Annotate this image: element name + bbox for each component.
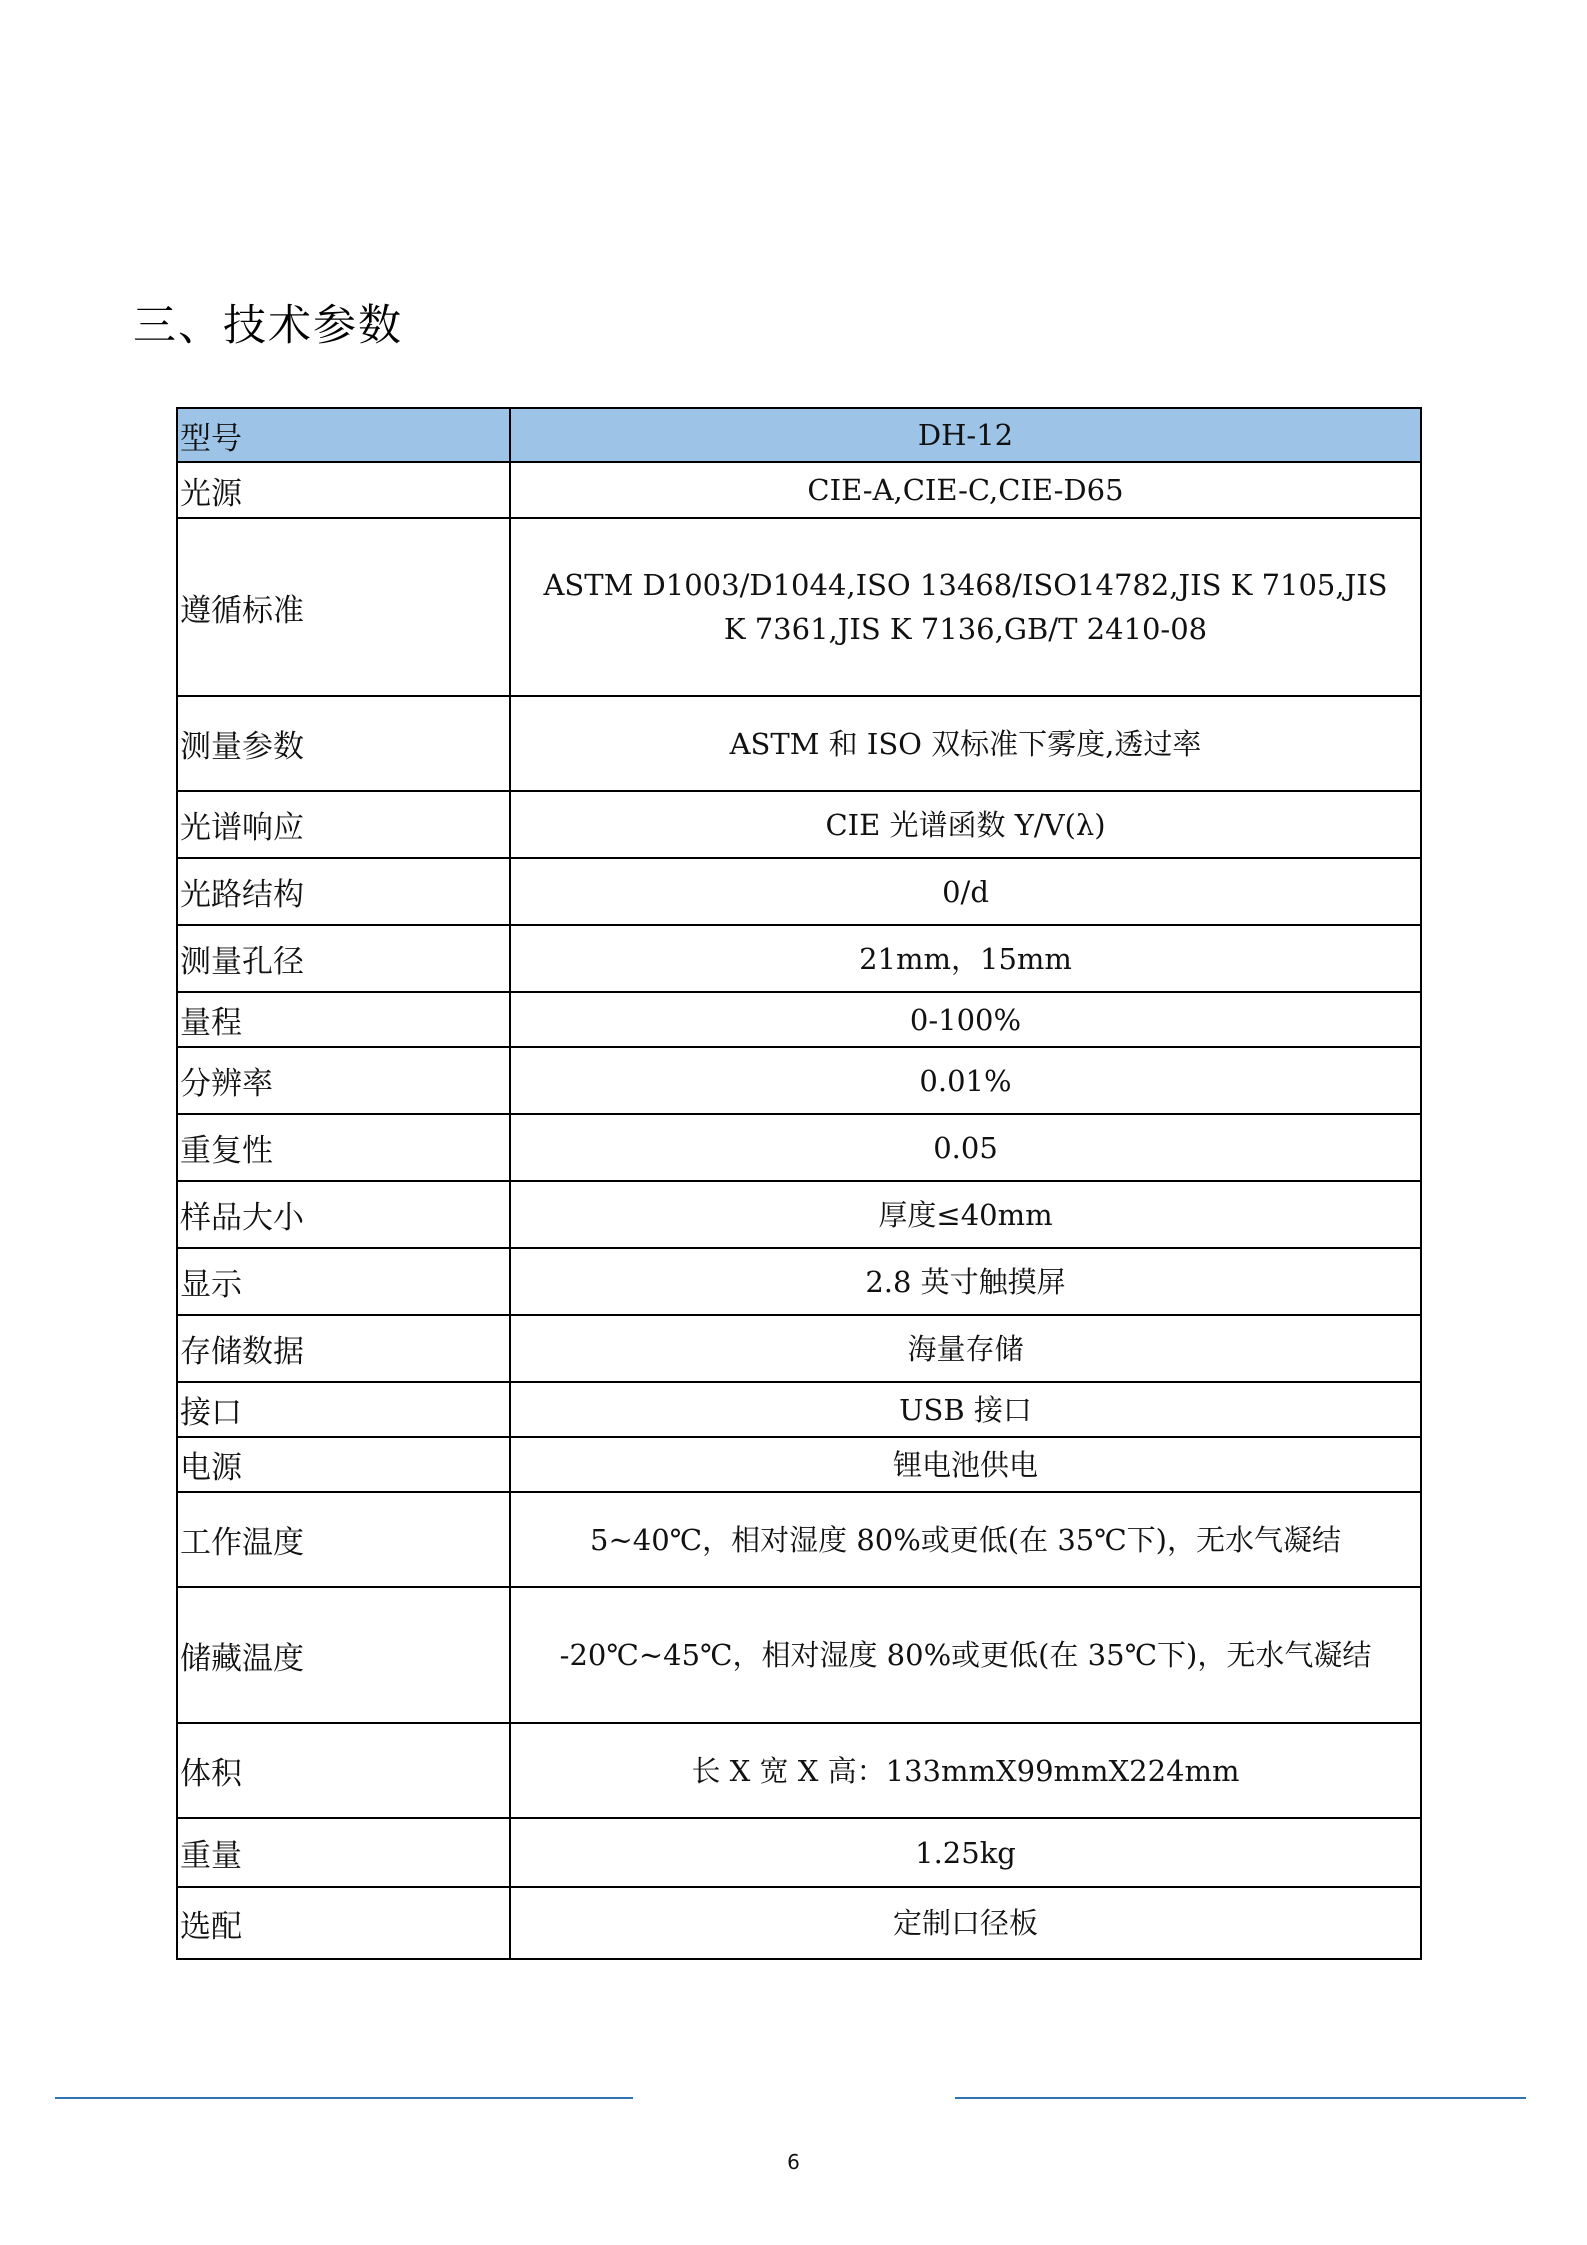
param-name: 重量 xyxy=(177,1818,510,1887)
param-name: 电源 xyxy=(177,1437,510,1492)
table-row xyxy=(177,1248,1421,1315)
param-value: CIE 光谱函数 Y/V(λ) xyxy=(510,791,1421,858)
table-row xyxy=(177,696,1421,791)
param-value: USB 接口 xyxy=(510,1382,1421,1437)
param-value: 0/d xyxy=(510,858,1421,925)
table-row xyxy=(177,1887,1421,1959)
param-name: 接口 xyxy=(177,1382,510,1437)
param-value: 长 X 宽 X 高：133mmX99mmX224mm xyxy=(510,1723,1421,1818)
param-name: 储藏温度 xyxy=(177,1587,510,1723)
table-row-model xyxy=(177,408,1421,462)
table-row xyxy=(177,1818,1421,1887)
param-name: 测量参数 xyxy=(177,696,510,791)
table-row xyxy=(177,1382,1421,1437)
table-row xyxy=(177,1587,1421,1723)
param-value: 0.01% xyxy=(510,1047,1421,1114)
table-row xyxy=(177,925,1421,992)
param-name: 光谱响应 xyxy=(177,791,510,858)
table-row xyxy=(177,1437,1421,1492)
param-name: 量程 xyxy=(177,992,510,1047)
table-row xyxy=(177,791,1421,858)
section-title: 三、技术参数 xyxy=(133,301,403,351)
page-number: 6 xyxy=(787,2150,800,2174)
table-row xyxy=(177,992,1421,1047)
footer-rule-right xyxy=(955,2097,1526,2099)
param-name: 显示 xyxy=(177,1248,510,1315)
param-value: ASTM 和 ISO 双标准下雾度,透过率 xyxy=(510,696,1421,791)
param-name: 重复性 xyxy=(177,1114,510,1181)
param-value: CIE-A,CIE-C,CIE-D65 xyxy=(510,462,1421,518)
param-name: 型号 xyxy=(177,408,510,462)
param-name: 遵循标准 xyxy=(177,518,510,696)
table-row xyxy=(177,462,1421,518)
table-row xyxy=(177,858,1421,925)
param-name: 分辨率 xyxy=(177,1047,510,1114)
param-value: 锂电池供电 xyxy=(510,1437,1421,1492)
param-value: 5~40℃，相对湿度 80%或更低(在 35℃下)，无水气凝结 xyxy=(510,1492,1421,1587)
param-value: 厚度≤40mm xyxy=(510,1181,1421,1248)
table-row xyxy=(177,1492,1421,1587)
param-name: 体积 xyxy=(177,1723,510,1818)
param-value: 2.8 英寸触摸屏 xyxy=(510,1248,1421,1315)
param-value: 定制口径板 xyxy=(510,1887,1421,1959)
param-name: 样品大小 xyxy=(177,1181,510,1248)
param-value: -20℃~45℃，相对湿度 80%或更低(在 35℃下)，无水气凝结 xyxy=(510,1587,1421,1723)
param-value: 海量存储 xyxy=(510,1315,1421,1382)
table-row xyxy=(177,1114,1421,1181)
param-value: 21mm，15mm xyxy=(510,925,1421,992)
param-value: DH-12 xyxy=(510,408,1421,462)
param-name: 光源 xyxy=(177,462,510,518)
param-value: 0-100% xyxy=(510,992,1421,1047)
table-row xyxy=(177,1047,1421,1114)
param-value: 1.25kg xyxy=(510,1818,1421,1887)
param-name: 工作温度 xyxy=(177,1492,510,1587)
param-name: 选配 xyxy=(177,1887,510,1959)
param-name: 光路结构 xyxy=(177,858,510,925)
param-value: 0.05 xyxy=(510,1114,1421,1181)
param-value: ASTM D1003/D1044,ISO 13468/ISO14782,JIS K 7105,JIS K 7361,JIS K 7136,GB/T 2410-08 xyxy=(510,518,1421,696)
footer-rule-left xyxy=(55,2097,633,2099)
spec-table xyxy=(176,407,1422,1960)
table-row xyxy=(177,1315,1421,1382)
table-row xyxy=(177,1723,1421,1818)
table-row xyxy=(177,518,1421,696)
param-name: 存储数据 xyxy=(177,1315,510,1382)
table-row xyxy=(177,1181,1421,1248)
param-name: 测量孔径 xyxy=(177,925,510,992)
